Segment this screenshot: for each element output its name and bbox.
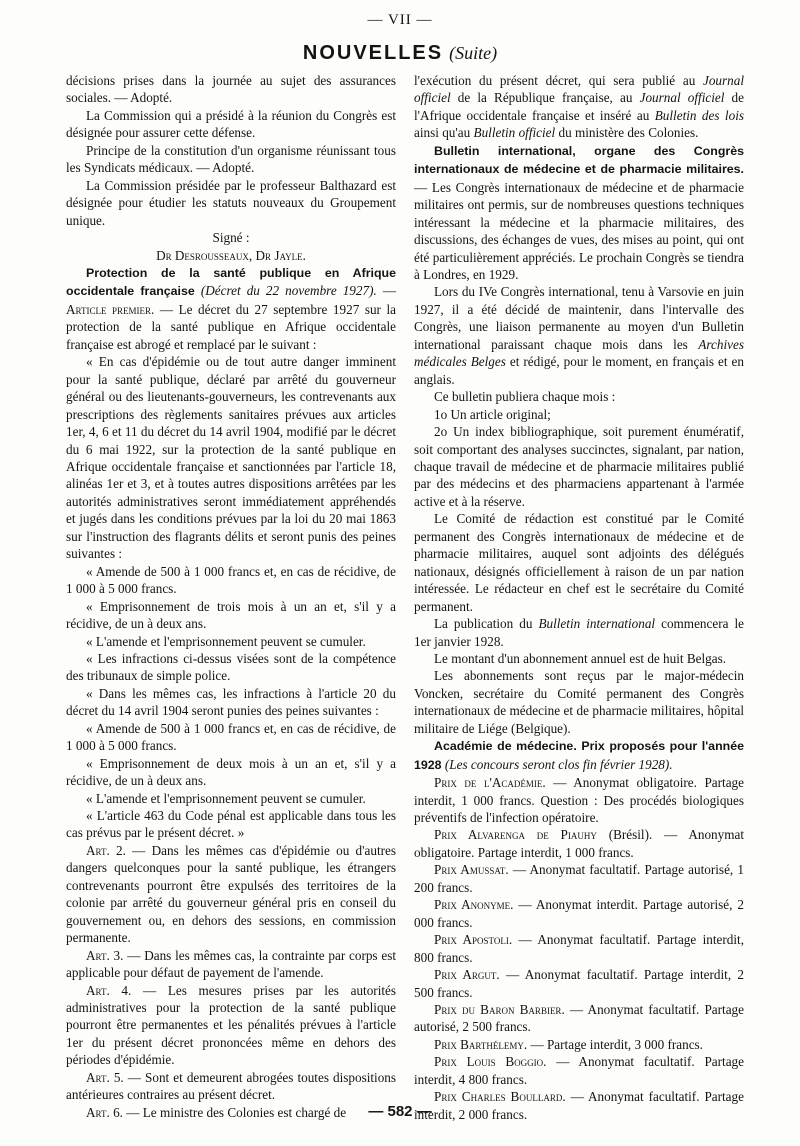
article-paragraph [66,947,396,982]
prize-text: — Partage interdit, 3 000 francs. [530,1036,703,1052]
text-run: l'exécution du présent décret, qui sera publié au [414,73,703,88]
academie-note: (Les concours seront clos fin février 1928). [444,756,673,772]
prize-item [414,1001,744,1036]
prize-text: — Anonymat obligatoire. Partage interdit, 1 000 francs. Question : Des procédés biologiques préventifs de l'infection opératoire. [414,775,744,826]
bulletin-body: — Les Congrès internationaux de médecine et de pharmacie militaires ont permis, sur de nombreuses questions techniques intéressant la médecine et la pharmacie militaires, des discussions, des échanges de vues, des mises au point, qui ont été particulièrement appréciés. Le prochain Congrès se tiendra à Londres, en 1929. [414,179,744,282]
prize-item [414,1036,744,1053]
prize-item [414,774,744,826]
prize-name: Prix Argut. [434,967,500,983]
prize-text: — Anonymat facultatif. Partage interdit, 2 500 francs. [414,967,744,1000]
signatories: Dr Desrousseaux, Dr Jayle. [156,247,306,263]
publication-title: Journal officiel [414,73,744,106]
paragraph: La Commission qui a présidé à la réunion du Congrès est désignée pour assurer cette défense. [66,107,396,141]
prize-name: Prix Louis Boggio. [434,1054,547,1070]
article-text: — Le ministre des Colonies est chargé de [126,1104,347,1120]
prize-name: Prix Amussat. [434,862,509,878]
section-title: NOUVELLES [302,42,444,64]
text-run: du ministère des Colonies. [555,125,699,141]
bulletin-title: Bulletin international, organe des Congrès internationaux de médecine et de pharmacie militaires. [414,143,744,177]
prize-name: Prix Barthélemy. [434,1036,528,1052]
publication-title: Bulletin international [538,616,656,632]
section-subtitle: (Suite) [449,43,498,63]
text-run: ainsi qu'au [414,125,474,141]
text-run: commencera le 1er janvier 1928. [414,616,744,649]
article-label: Art. 2. [86,842,126,858]
prize-name: Prix Apostoli. [434,932,513,948]
article-paragraph [66,842,396,947]
prize-text: — Anonymat facultatif. Partage interdit, 2 000 francs. [414,1089,744,1122]
decree-quote: « Amende de 500 à 1 000 francs et, en cas de récidive, de 1 000 à 5 000 francs. [66,720,396,754]
list-item: 1o Un article original; [434,406,551,422]
list-item: 2o Un index bibliographique, soit purement énumératif, soit comportant des analyses succinctes, signalant, par nation, chaque travail de médecine et de pharmacie militaires publié par des médecins et des pharmaciens appartenant à l'armée active et à la réserve. [414,424,744,509]
decree-quote: « Emprisonnement de trois mois à un an et, s'il y a récidive, de un à deux ans. [66,598,396,632]
article-label: Art. 3. [86,947,124,963]
article-text: — Les mesures prises par les autorités administratives pour la protection de la santé publique pourront être permanentes et les pénalités prévues à l'article 1er du présent décret prononcées même en dehors des périodes d'épidémie. [66,982,397,1068]
paragraph: Le Comité de rédaction est constitué par le Comité permanent des Congrès internationaux de médecine et de pharmacie militaires, auquel sont adjoints des délégués nationaux, désignés officiellement à raison de un par nation intéressée. Le rédacteur en chef est le secrétaire du Comité permanent. [414,511,744,614]
article-label: Art. 5. [86,1069,124,1085]
section-heading [0,42,800,65]
publication-title: Journal officiel [639,90,725,106]
paragraph: Ce bulletin publiera chaque mois : [434,389,616,405]
article-text: — Dans les mêmes cas, la contrainte par corps est applicable pour défaut de payement de l'amende. [66,947,396,981]
protection-body: — Le décret du 27 septembre 1927 sur la protection de la santé publique en Afrique occidentale française est abrogé et remplacé par le suivant : [66,301,396,352]
article-label: Art. 6. [86,1104,123,1120]
prize-name: Prix Charles Boullard. [434,1089,566,1105]
prize-text: — Anonymat facultatif. Partage interdit, 4 800 francs. [414,1054,745,1087]
article-paragraph [66,982,396,1069]
text-run: de l'Afrique occidentale française et inséré au [414,90,744,123]
prize-text: — Anonymat interdit. Partage autorisé, 2 000 francs. [414,897,744,930]
protection-title: Protection de la santé publique en Afrique occidentale française [66,265,396,299]
article-label: Art. 4. [86,982,132,998]
paragraph: Principe de la constitution d'un organisme réunissant tous les Syndicats médicaux. — Adopté. [66,142,396,176]
text-run: La publication du [434,616,539,632]
prize-text: — Anonymat facultatif. Partage interdit, 800 francs. [414,932,745,965]
decree-quote: « Emprisonnement de deux mois à un an et, s'il y a récidive, de un à deux ans. [66,755,396,789]
article-text: — Dans les mêmes cas d'épidémie ou d'autres dangers quelconques pour la santé publique, les étrangers contrevenants pourront être expulsés des territoires de la colonie par arrêté du gouverneur général pris en conseil du gouvernement ou, en dehors des sessions, en commission permanente. [66,842,396,946]
prize-name: Prix Alvarenga de Piauhy [434,827,597,843]
decree-quote: « L'amende et l'emprisonnement peuvent se cumuler. [86,633,366,649]
publication-title: Bulletin officiel [473,125,556,141]
decree-quote: « Dans les mêmes cas, les infractions à l'article 20 du décret du 14 avril 1904 seront punies des peines suivantes : [66,685,396,719]
prize-text: — Anonymat facultatif. Partage autorisé, 2 500 francs. [414,1002,744,1035]
publication-title: Bulletin des lois [654,107,744,123]
prize-name: Prix Anonyme. [434,897,514,913]
bulletin-paragraph [414,142,744,284]
prize-text: (Brésil). — Anonymat obligatoire. Partage interdit, 1 000 francs. [414,827,745,860]
decree-quote: « L'amende et l'emprisonnement peuvent se cumuler. [86,790,366,806]
text-run: de la République française, au [450,90,640,106]
paragraph [414,615,744,650]
signature-label: Signé : [212,230,250,246]
prize-item [414,861,744,896]
paragraph [414,283,744,388]
protection-decree: (Décret du 22 novembre 1927). [200,283,377,299]
paragraph [414,72,744,142]
decree-quote: « Les infractions ci-dessus visées sont de la compétence des tribunaux de simple police. [66,650,396,684]
prize-item [414,826,744,861]
prize-item [414,1053,744,1088]
paragraph: La Commission présidée par le professeur Balthazard est désignée pour étudier les statuts nouveaux du Groupement unique. [66,177,396,228]
paragraph: décisions prises dans la journée au sujet des assurances sociales. — Adopté. [66,73,396,106]
decree-quote: « En cas d'épidémie ou de tout autre danger imminent pour la santé publique, déclaré par arrêté du gouverneur général ou des lieutenants-gouverneurs, les contrevenants aux prescriptions des règlements sanitaires prévues aux articles 1er, 4, 6 et 11 du décret du 14 avril 1904, modifié par le décret du 6 mai 1922, sur la protection de la santé publique en Afrique occidentale française et sanctionnées par l'article 18, alinéas 1er et 3, et à toutes autres dispositions arrêtées par les autorités administratives seront immédiatement appréhendés et jugés dans les conditions prévues par la loi du 20 mai 1863 sur l'instruction des flagrants délits et seront punis des peines suivantes : [66,354,396,562]
prize-item [414,966,744,1001]
right-column [414,72,744,1123]
page-number: — 582 — [368,1103,432,1120]
academie-title: Académie de médecine. Prix proposés pour l'année 1928 [414,739,744,772]
article-paragraph [66,1069,396,1104]
folio-roman: — VII — [367,12,433,28]
text-run: et rédigé, pour le moment, en français et en anglais. [414,354,744,387]
text-run: Lors du IVe Congrès international, tenu à Varsovie en juin 1927, il a été décidé de maintenir, dans l'intervalle des Congrès, une liaison permanente au moyen d'un Bulletin international paraissant chaque mois dans les [414,284,744,352]
article-label: — Article premier. [66,283,397,317]
paragraph: Le montant d'un abonnement annuel est de huit Belgas. [434,650,727,666]
publication-title: Archives médicales Belges [414,336,744,370]
prize-item [414,931,744,966]
prize-name: Prix du Baron Barbier. [434,1002,565,1018]
left-column [66,72,396,1121]
paragraph: Les abonnements sont reçus par le major-médecin Voncken, secrétaire du Comité permanent des Congrès internationaux de médecine et de pharmacie militaires, hôpital militaire de Liége (Belgique). [414,668,744,736]
decree-quote: « L'article 463 du Code pénal est applicable dans tous les cas prévus par le présent décret. » [66,808,396,841]
article-text: — Sont et demeurent abrogées toutes dispositions antérieures contraires au présent décret. [66,1069,397,1103]
academie-paragraph [414,737,744,774]
decree-quote: « Amende de 500 à 1 000 francs et, en cas de récidive, de 1 000 à 5 000 francs. [66,563,396,597]
prize-text: — Anonymat facultatif. Partage autorisé, 1 200 francs. [414,862,745,895]
prize-item [414,896,744,931]
prize-name: Prix de l'Académie. [434,775,546,791]
protection-paragraph [66,264,396,353]
